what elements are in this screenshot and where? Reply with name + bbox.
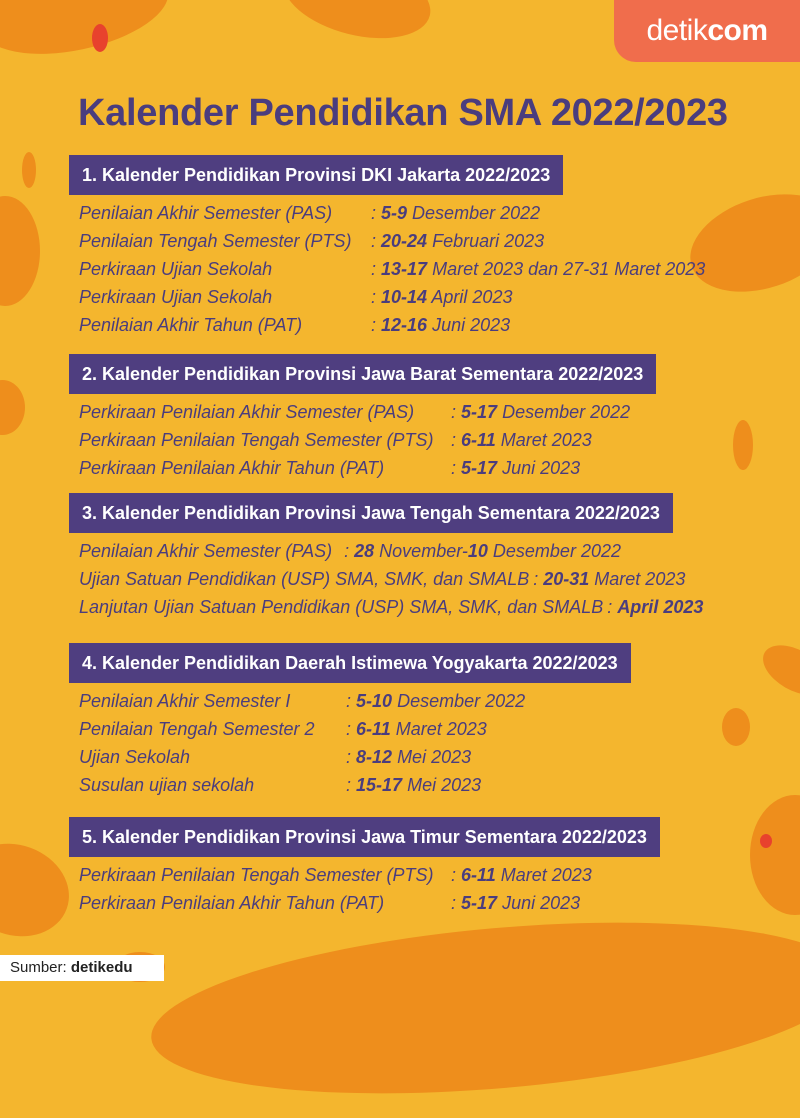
event-date-bold: 10-14 [381, 287, 428, 307]
schedule-list [79, 398, 656, 482]
schedule-list [79, 537, 703, 621]
event-date-bold: 8-12 [356, 747, 393, 767]
event-label: Perkiraan Ujian Sekolah [79, 287, 273, 307]
event-label: Perkiraan Ujian Sekolah [79, 259, 273, 279]
separator: : [451, 865, 457, 885]
separator: : [371, 287, 377, 307]
event-date-bold: 5-9 [381, 203, 408, 223]
separator: : [371, 231, 377, 251]
section-header: 3. Kalender Pendidikan Provinsi Jawa Tengah Sementara 2022/2023 [69, 493, 673, 533]
schedule-row [79, 426, 656, 454]
event-date: Juni 2023 [497, 893, 581, 913]
section-jawa-timur [69, 817, 660, 917]
decor-blob [92, 24, 108, 52]
event-date: Maret 2023 [390, 719, 487, 739]
separator: : [344, 541, 350, 561]
detikcom-logo: detikcom [614, 0, 800, 62]
event-date: April 2023 [427, 287, 513, 307]
source-credit: Sumber: detikedu [0, 955, 164, 981]
section-header: 4. Kalender Pendidikan Daerah Istimewa Yogyakarta 2022/2023 [69, 643, 631, 683]
event-label: Perkiraan Penilaian Akhir Semester (PAS) [79, 402, 415, 422]
separator: : [346, 691, 352, 711]
schedule-row [79, 398, 656, 426]
event-label: Penilaian Akhir Semester (PAS) [79, 203, 333, 223]
event-label: Ujian Satuan Pendidikan (USP) SMA, SMK, dan SMALB [79, 569, 530, 589]
event-label: Ujian Sekolah [79, 747, 191, 767]
decor-blob [22, 152, 36, 188]
schedule-list [79, 687, 631, 799]
event-date-bold: 5-17 [461, 458, 498, 478]
schedule-row [79, 687, 631, 715]
decor-blob [144, 898, 800, 1118]
event-date: Desember 2022 [407, 203, 541, 223]
page-title: Kalender Pendidikan SMA 2022/2023 [78, 92, 728, 134]
schedule-row [79, 199, 705, 227]
event-label: Penilaian Tengah Semester 2 [79, 719, 315, 739]
decor-blob [0, 196, 40, 306]
event-date: Maret 2023 dan 27-31 Maret 2023 [427, 259, 706, 279]
event-date: Desember 2022 [487, 541, 621, 561]
separator: : [451, 402, 457, 422]
schedule-row [79, 743, 631, 771]
event-label: Perkiraan Penilaian Tengah Semester (PTS) [79, 865, 434, 885]
event-label: Penilaian Tengah Semester (PTS) [79, 231, 352, 251]
schedule-row [79, 715, 631, 743]
event-date-bold: 6-11 [461, 865, 496, 885]
event-date-bold: 13-17 [381, 259, 428, 279]
section-jawa-tengah [69, 493, 703, 621]
event-label: Lanjutan Ujian Satuan Pendidikan (USP) SMA, SMK, dan SMALB [79, 597, 604, 617]
section-jawa-barat [69, 354, 656, 482]
schedule-row [79, 771, 631, 799]
schedule-row [79, 454, 656, 482]
separator: : [451, 458, 457, 478]
schedule-row [79, 537, 703, 565]
separator: : [451, 430, 457, 450]
schedule-list [79, 861, 660, 917]
schedule-row [79, 861, 660, 889]
separator: : [371, 203, 377, 223]
decor-blob [722, 708, 750, 746]
section-header: 1. Kalender Pendidikan Provinsi DKI Jakarta 2022/2023 [69, 155, 563, 195]
decor-blob [755, 635, 800, 705]
event-label: Susulan ujian sekolah [79, 775, 255, 795]
separator: : [371, 259, 377, 279]
event-date: Desember 2022 [497, 402, 631, 422]
event-date-bold: 20-24 [381, 231, 428, 251]
decor-blob [275, 0, 439, 52]
event-date: Maret 2023 [495, 865, 592, 885]
event-date-bold: 10 [467, 541, 488, 561]
section-header: 2. Kalender Pendidikan Provinsi Jawa Barat Sementara 2022/2023 [69, 354, 656, 394]
schedule-row [79, 283, 705, 311]
event-date-bold: 20-31 [543, 569, 590, 589]
event-date-bold: 28 [354, 541, 375, 561]
separator: : [346, 747, 352, 767]
event-date: Mei 2023 [402, 775, 482, 795]
event-date: Maret 2023 [495, 430, 592, 450]
event-date: Desember 2022 [392, 691, 526, 711]
event-label: Penilaian Akhir Semester (PAS) [79, 541, 333, 561]
decor-blob [0, 380, 25, 435]
event-date-bold: 6-11 [356, 719, 391, 739]
event-date: Juni 2023 [427, 315, 511, 335]
decor-blob [733, 420, 753, 470]
event-date: Maret 2023 [589, 569, 686, 589]
event-date-bold: 5-17 [461, 893, 498, 913]
decor-blob [0, 0, 176, 69]
event-date-bold: 5-17 [461, 402, 498, 422]
schedule-row [79, 593, 703, 621]
event-date-bold: 15-17 [356, 775, 403, 795]
separator: : [607, 597, 613, 617]
schedule-list [79, 199, 705, 339]
decor-blob [750, 795, 800, 915]
event-date: Juni 2023 [497, 458, 581, 478]
separator: : [371, 315, 377, 335]
event-date-bold: 5-10 [356, 691, 393, 711]
section-header: 5. Kalender Pendidikan Provinsi Jawa Timur Sementara 2022/2023 [69, 817, 660, 857]
schedule-row [79, 889, 660, 917]
section-dki-jakarta [69, 155, 705, 339]
event-label: Perkiraan Penilaian Akhir Tahun (PAT) [79, 893, 385, 913]
separator: : [346, 719, 352, 739]
event-date: Februari 2023 [427, 231, 545, 251]
separator: : [346, 775, 352, 795]
event-date: Mei 2023 [392, 747, 472, 767]
schedule-row [79, 565, 703, 593]
separator: : [533, 569, 539, 589]
event-label: Penilaian Akhir Semester I [79, 691, 291, 711]
event-date-bold: 6-11 [461, 430, 496, 450]
event-date-bold: April 2023 [617, 597, 704, 617]
schedule-row [79, 227, 705, 255]
event-label: Perkiraan Penilaian Akhir Tahun (PAT) [79, 458, 385, 478]
event-date: November- [374, 541, 468, 561]
schedule-row [79, 255, 705, 283]
separator: : [451, 893, 457, 913]
decor-blob [760, 834, 772, 848]
event-label: Perkiraan Penilaian Tengah Semester (PTS) [79, 430, 434, 450]
schedule-row [79, 311, 705, 339]
event-label: Penilaian Akhir Tahun (PAT) [79, 315, 303, 335]
section-yogyakarta [69, 643, 631, 799]
event-date-bold: 12-16 [381, 315, 428, 335]
